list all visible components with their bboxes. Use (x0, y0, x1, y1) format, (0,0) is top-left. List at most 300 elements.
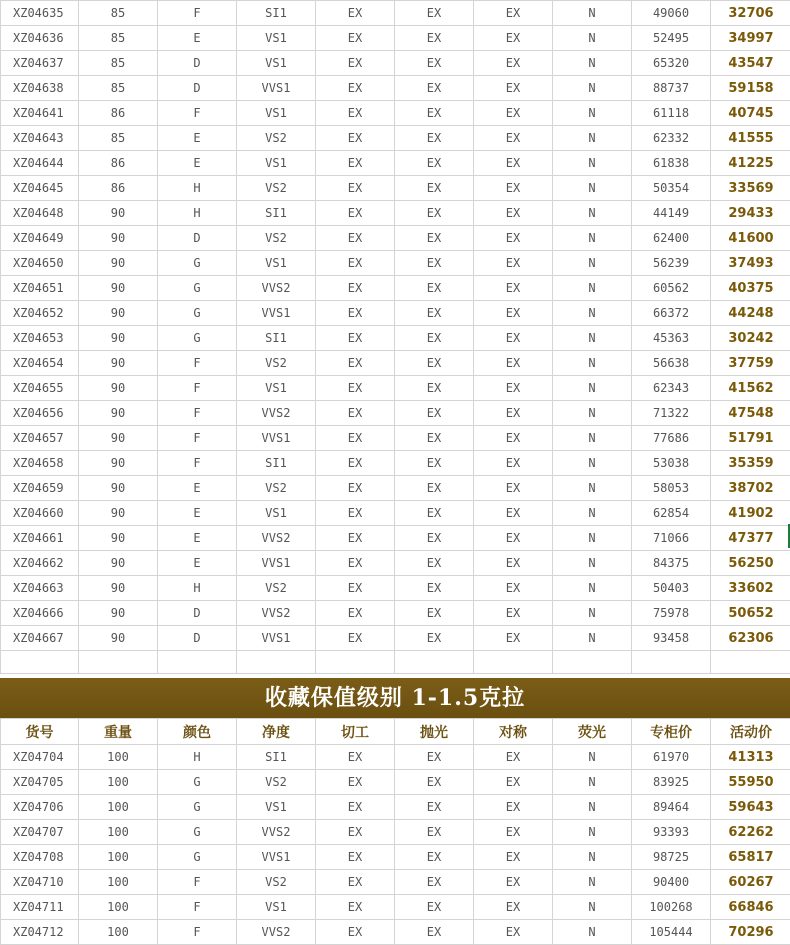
table-cell[interactable]: EX (474, 451, 553, 476)
sale-price-cell[interactable]: 29433 (711, 201, 790, 226)
table-cell[interactable]: 62332 (632, 126, 711, 151)
table-cell[interactable]: SI1 (237, 326, 316, 351)
table-cell[interactable]: 71322 (632, 401, 711, 426)
table-cell[interactable]: EX (395, 551, 474, 576)
table-cell[interactable]: EX (474, 176, 553, 201)
table-cell[interactable]: 61118 (632, 101, 711, 126)
table-cell[interactable]: 90 (79, 351, 158, 376)
item-id-cell[interactable]: XZ04638 (1, 76, 79, 101)
table-cell[interactable] (632, 651, 711, 674)
table-cell[interactable]: 62343 (632, 376, 711, 401)
item-id-cell[interactable]: XZ04667 (1, 626, 79, 651)
table-cell[interactable]: N (553, 1, 632, 26)
table-cell[interactable]: VS2 (237, 176, 316, 201)
table-cell[interactable]: 85 (79, 126, 158, 151)
item-id-cell[interactable]: XZ04707 (1, 820, 79, 845)
table-cell[interactable]: VVS2 (237, 401, 316, 426)
sale-price-cell[interactable]: 62306 (711, 626, 790, 651)
sale-price-cell[interactable]: 50652 (711, 601, 790, 626)
sale-price-cell[interactable]: 43547 (711, 51, 790, 76)
table-cell[interactable]: N (553, 326, 632, 351)
item-id-cell[interactable]: XZ04654 (1, 351, 79, 376)
table-cell[interactable]: EX (316, 101, 395, 126)
table-cell[interactable]: EX (395, 176, 474, 201)
item-id-cell[interactable]: XZ04661 (1, 526, 79, 551)
table-cell[interactable]: SI1 (237, 201, 316, 226)
table-cell[interactable]: 77686 (632, 426, 711, 451)
sale-price-cell[interactable]: 33569 (711, 176, 790, 201)
table-cell[interactable]: H (158, 576, 237, 601)
table-cell[interactable]: EX (316, 820, 395, 845)
table-cell[interactable]: EX (474, 476, 553, 501)
table-cell[interactable]: VVS2 (237, 276, 316, 301)
table-cell[interactable]: VS1 (237, 376, 316, 401)
table-cell[interactable]: EX (474, 576, 553, 601)
table-cell[interactable]: VS1 (237, 251, 316, 276)
sale-price-cell[interactable]: 40375 (711, 276, 790, 301)
table-cell[interactable]: 93393 (632, 820, 711, 845)
table-cell[interactable]: N (553, 426, 632, 451)
table-cell[interactable] (79, 651, 158, 674)
table-cell[interactable]: EX (316, 845, 395, 870)
table-cell[interactable]: EX (474, 26, 553, 51)
table-cell[interactable]: EX (316, 476, 395, 501)
table-cell[interactable]: 50403 (632, 576, 711, 601)
table-cell[interactable]: N (553, 451, 632, 476)
table-cell[interactable]: EX (474, 401, 553, 426)
table-cell[interactable]: VS2 (237, 576, 316, 601)
table-cell[interactable]: N (553, 526, 632, 551)
table-cell[interactable]: 45363 (632, 326, 711, 351)
table-cell[interactable]: EX (395, 351, 474, 376)
table-cell[interactable]: N (553, 745, 632, 770)
table-cell[interactable]: F (158, 920, 237, 945)
table-cell[interactable]: VVS1 (237, 76, 316, 101)
sale-price-cell[interactable]: 65817 (711, 845, 790, 870)
column-header[interactable]: 对称 (474, 719, 553, 745)
table-cell[interactable]: 85 (79, 76, 158, 101)
table-cell[interactable]: EX (474, 376, 553, 401)
table-cell[interactable]: EX (316, 426, 395, 451)
table-cell[interactable]: 100 (79, 870, 158, 895)
sale-price-cell[interactable]: 44248 (711, 301, 790, 326)
column-header[interactable]: 荧光 (553, 719, 632, 745)
table-cell[interactable]: N (553, 795, 632, 820)
table-cell[interactable]: EX (316, 745, 395, 770)
table-cell[interactable]: 90 (79, 251, 158, 276)
table-cell[interactable]: 93458 (632, 626, 711, 651)
sale-price-cell[interactable]: 47548 (711, 401, 790, 426)
table-cell[interactable]: 86 (79, 176, 158, 201)
table-cell[interactable]: EX (316, 576, 395, 601)
item-id-cell[interactable]: XZ04658 (1, 451, 79, 476)
table-cell[interactable]: EX (395, 76, 474, 101)
table-cell[interactable]: 100 (79, 795, 158, 820)
table-cell[interactable]: EX (395, 920, 474, 945)
table-cell[interactable]: G (158, 770, 237, 795)
table-cell[interactable]: EX (474, 601, 553, 626)
column-header[interactable]: 重量 (79, 719, 158, 745)
table-cell[interactable]: E (158, 476, 237, 501)
table-cell[interactable]: VS2 (237, 770, 316, 795)
table-cell[interactable]: N (553, 401, 632, 426)
table-cell[interactable]: H (158, 176, 237, 201)
table-cell[interactable]: EX (395, 845, 474, 870)
table-cell[interactable]: 90 (79, 601, 158, 626)
table-cell[interactable]: VS1 (237, 895, 316, 920)
column-header[interactable]: 切工 (316, 719, 395, 745)
sale-price-cell[interactable]: 32706 (711, 1, 790, 26)
table-cell[interactable]: VS1 (237, 795, 316, 820)
table-cell[interactable]: SI1 (237, 745, 316, 770)
table-cell[interactable]: G (158, 795, 237, 820)
item-id-cell[interactable]: XZ04710 (1, 870, 79, 895)
table-cell[interactable]: EX (395, 476, 474, 501)
table-cell[interactable]: EX (395, 526, 474, 551)
item-id-cell[interactable]: XZ04663 (1, 576, 79, 601)
table-cell[interactable]: EX (395, 426, 474, 451)
table-cell[interactable]: EX (474, 101, 553, 126)
table-cell[interactable]: EX (395, 795, 474, 820)
item-id-cell[interactable]: XZ04652 (1, 301, 79, 326)
table-cell[interactable]: VS1 (237, 101, 316, 126)
table-cell[interactable]: 50354 (632, 176, 711, 201)
item-id-cell[interactable]: XZ04643 (1, 126, 79, 151)
item-id-cell[interactable]: XZ04651 (1, 276, 79, 301)
table-cell[interactable]: N (553, 476, 632, 501)
table-cell[interactable]: E (158, 501, 237, 526)
table-cell[interactable]: EX (395, 201, 474, 226)
table-cell[interactable]: N (553, 126, 632, 151)
table-cell[interactable] (553, 651, 632, 674)
table-cell[interactable]: 44149 (632, 201, 711, 226)
table-cell[interactable]: N (553, 151, 632, 176)
sale-price-cell[interactable]: 59643 (711, 795, 790, 820)
table-cell[interactable]: N (553, 626, 632, 651)
table-cell[interactable]: F (158, 451, 237, 476)
table-cell[interactable]: D (158, 51, 237, 76)
table-cell[interactable]: EX (395, 576, 474, 601)
table-cell[interactable]: H (158, 745, 237, 770)
table-cell[interactable]: SI1 (237, 451, 316, 476)
table-cell[interactable]: EX (474, 151, 553, 176)
table-cell[interactable]: EX (474, 745, 553, 770)
table-cell[interactable]: 61838 (632, 151, 711, 176)
item-id-cell[interactable]: XZ04655 (1, 376, 79, 401)
column-header[interactable]: 抛光 (395, 719, 474, 745)
table-cell[interactable]: EX (316, 376, 395, 401)
table-cell[interactable]: N (553, 501, 632, 526)
table-cell[interactable]: N (553, 376, 632, 401)
sale-price-cell[interactable]: 41225 (711, 151, 790, 176)
table-cell[interactable]: N (553, 576, 632, 601)
table-cell[interactable]: 65320 (632, 51, 711, 76)
item-id-cell[interactable]: XZ04636 (1, 26, 79, 51)
table-cell[interactable]: EX (474, 770, 553, 795)
table-cell[interactable]: EX (316, 920, 395, 945)
column-header[interactable]: 净度 (237, 719, 316, 745)
item-id-cell[interactable]: XZ04641 (1, 101, 79, 126)
table-cell[interactable]: G (158, 845, 237, 870)
table-cell[interactable]: N (553, 226, 632, 251)
table-cell[interactable]: EX (316, 795, 395, 820)
table-cell[interactable]: 90 (79, 526, 158, 551)
table-cell[interactable]: VVS2 (237, 820, 316, 845)
table-cell[interactable]: EX (316, 1, 395, 26)
table-cell[interactable]: EX (316, 251, 395, 276)
table-cell[interactable]: EX (474, 76, 553, 101)
table-cell[interactable]: EX (316, 626, 395, 651)
table-cell[interactable]: EX (474, 895, 553, 920)
table-cell[interactable]: 83925 (632, 770, 711, 795)
table-cell[interactable]: 89464 (632, 795, 711, 820)
table-cell[interactable]: VVS1 (237, 426, 316, 451)
table-cell[interactable]: EX (395, 601, 474, 626)
table-cell[interactable]: EX (395, 251, 474, 276)
table-cell[interactable]: E (158, 126, 237, 151)
table-cell[interactable]: EX (395, 626, 474, 651)
table-cell[interactable]: 90 (79, 476, 158, 501)
table-cell[interactable]: EX (316, 76, 395, 101)
sale-price-cell[interactable]: 41313 (711, 745, 790, 770)
table-cell[interactable]: EX (395, 51, 474, 76)
table-cell[interactable]: EX (316, 326, 395, 351)
item-id-cell[interactable]: XZ04649 (1, 226, 79, 251)
table-cell[interactable]: VVS2 (237, 526, 316, 551)
table-cell[interactable]: EX (474, 126, 553, 151)
table-cell[interactable]: EX (395, 26, 474, 51)
table-cell[interactable]: 90 (79, 401, 158, 426)
table-cell[interactable]: EX (395, 895, 474, 920)
table-cell[interactable]: 90 (79, 451, 158, 476)
table-cell[interactable]: 90 (79, 201, 158, 226)
table-cell[interactable]: 90 (79, 501, 158, 526)
table-cell[interactable]: VS2 (237, 226, 316, 251)
table-cell[interactable]: EX (316, 26, 395, 51)
table-cell[interactable]: 58053 (632, 476, 711, 501)
sale-price-cell[interactable]: 37759 (711, 351, 790, 376)
table-cell[interactable]: E (158, 551, 237, 576)
table-cell[interactable]: N (553, 176, 632, 201)
table-cell[interactable]: EX (395, 401, 474, 426)
sale-price-cell[interactable]: 55950 (711, 770, 790, 795)
table-cell[interactable]: EX (395, 151, 474, 176)
table-cell[interactable]: EX (316, 401, 395, 426)
table-cell[interactable]: F (158, 870, 237, 895)
table-cell[interactable]: F (158, 426, 237, 451)
table-cell[interactable]: VS1 (237, 26, 316, 51)
table-cell[interactable]: EX (316, 451, 395, 476)
table-cell[interactable]: EX (474, 251, 553, 276)
sale-price-cell[interactable]: 41902 (711, 501, 790, 526)
table-cell[interactable]: VS2 (237, 870, 316, 895)
table-cell[interactable]: 100 (79, 845, 158, 870)
table-cell[interactable]: 100 (79, 895, 158, 920)
table-cell[interactable] (158, 651, 237, 674)
table-cell[interactable]: EX (474, 1, 553, 26)
table-cell[interactable]: 85 (79, 1, 158, 26)
table-cell[interactable]: H (158, 201, 237, 226)
table-cell[interactable]: 90 (79, 626, 158, 651)
table-cell[interactable]: 62400 (632, 226, 711, 251)
table-cell[interactable]: EX (474, 301, 553, 326)
table-cell[interactable]: F (158, 351, 237, 376)
table-cell[interactable]: EX (474, 920, 553, 945)
table-cell[interactable]: EX (395, 276, 474, 301)
table-cell[interactable]: 85 (79, 26, 158, 51)
table-cell[interactable]: D (158, 626, 237, 651)
table-cell[interactable]: 86 (79, 101, 158, 126)
table-cell[interactable]: EX (474, 526, 553, 551)
table-cell[interactable]: N (553, 76, 632, 101)
item-id-cell[interactable]: XZ04659 (1, 476, 79, 501)
sale-price-cell[interactable]: 38702 (711, 476, 790, 501)
table-cell[interactable]: 100 (79, 770, 158, 795)
table-cell[interactable]: EX (316, 151, 395, 176)
table-cell[interactable]: EX (474, 201, 553, 226)
table-cell[interactable]: EX (474, 226, 553, 251)
table-cell[interactable]: 90 (79, 326, 158, 351)
item-id-cell[interactable]: XZ04645 (1, 176, 79, 201)
table-cell[interactable]: G (158, 251, 237, 276)
sale-price-cell[interactable]: 35359 (711, 451, 790, 476)
table-cell[interactable]: VS2 (237, 476, 316, 501)
item-id-cell[interactable]: XZ04656 (1, 401, 79, 426)
table-cell[interactable]: N (553, 26, 632, 51)
table-cell[interactable]: EX (474, 326, 553, 351)
table-cell[interactable]: N (553, 601, 632, 626)
table-cell[interactable]: EX (395, 745, 474, 770)
table-cell[interactable]: 56638 (632, 351, 711, 376)
table-cell[interactable]: N (553, 101, 632, 126)
table-cell[interactable]: 71066 (632, 526, 711, 551)
item-id-cell[interactable]: XZ04705 (1, 770, 79, 795)
table-cell[interactable] (237, 651, 316, 674)
table-cell[interactable]: EX (474, 626, 553, 651)
table-cell[interactable]: EX (316, 226, 395, 251)
table-cell[interactable]: VS1 (237, 501, 316, 526)
table-cell[interactable]: D (158, 226, 237, 251)
table-cell[interactable]: VVS1 (237, 626, 316, 651)
table-cell[interactable]: E (158, 526, 237, 551)
column-header[interactable]: 颜色 (158, 719, 237, 745)
table-cell[interactable]: EX (395, 451, 474, 476)
table-cell[interactable]: G (158, 276, 237, 301)
table-cell[interactable]: 60562 (632, 276, 711, 301)
sale-price-cell[interactable]: 37493 (711, 251, 790, 276)
table-cell[interactable]: 75978 (632, 601, 711, 626)
table-cell[interactable]: D (158, 601, 237, 626)
table-cell[interactable]: EX (395, 301, 474, 326)
table-cell[interactable]: 100 (79, 745, 158, 770)
item-id-cell[interactable]: XZ04644 (1, 151, 79, 176)
sale-price-cell[interactable]: 41555 (711, 126, 790, 151)
table-cell[interactable]: SI1 (237, 1, 316, 26)
item-id-cell[interactable]: XZ04650 (1, 251, 79, 276)
table-cell[interactable]: 90 (79, 551, 158, 576)
sale-price-cell[interactable]: 47377 (711, 526, 790, 551)
table-cell[interactable]: EX (474, 820, 553, 845)
table-cell[interactable]: N (553, 51, 632, 76)
table-cell[interactable]: N (553, 845, 632, 870)
item-id-cell[interactable]: XZ04657 (1, 426, 79, 451)
item-id-cell[interactable]: XZ04706 (1, 795, 79, 820)
table-cell[interactable]: 52495 (632, 26, 711, 51)
item-id-cell[interactable]: XZ04637 (1, 51, 79, 76)
item-id-cell[interactable]: XZ04662 (1, 551, 79, 576)
table-cell[interactable]: EX (316, 526, 395, 551)
table-cell[interactable]: N (553, 920, 632, 945)
table-cell[interactable]: EX (395, 770, 474, 795)
table-cell[interactable]: VVS1 (237, 551, 316, 576)
table-cell[interactable]: EX (316, 301, 395, 326)
table-cell[interactable]: 53038 (632, 451, 711, 476)
table-cell[interactable] (474, 651, 553, 674)
table-cell[interactable]: 66372 (632, 301, 711, 326)
table-cell[interactable]: F (158, 401, 237, 426)
table-cell[interactable]: EX (474, 351, 553, 376)
table-cell[interactable]: 90 (79, 426, 158, 451)
table-cell[interactable]: EX (316, 276, 395, 301)
table-cell[interactable] (1, 651, 79, 674)
table-cell[interactable]: EX (474, 276, 553, 301)
table-cell[interactable]: VVS1 (237, 845, 316, 870)
table-cell[interactable]: EX (474, 51, 553, 76)
table-cell[interactable]: EX (395, 820, 474, 845)
sale-price-cell[interactable]: 51791 (711, 426, 790, 451)
table-cell[interactable]: EX (316, 770, 395, 795)
table-cell[interactable]: 105444 (632, 920, 711, 945)
table-cell[interactable]: 62854 (632, 501, 711, 526)
item-id-cell[interactable]: XZ04660 (1, 501, 79, 526)
table-cell[interactable]: 90 (79, 376, 158, 401)
item-id-cell[interactable]: XZ04648 (1, 201, 79, 226)
sale-price-cell[interactable]: 66846 (711, 895, 790, 920)
table-cell[interactable]: F (158, 1, 237, 26)
table-cell[interactable]: EX (316, 351, 395, 376)
sale-price-cell[interactable]: 59158 (711, 76, 790, 101)
table-cell[interactable]: 90 (79, 576, 158, 601)
table-cell[interactable]: EX (474, 870, 553, 895)
table-cell[interactable]: EX (395, 226, 474, 251)
table-cell[interactable]: VS2 (237, 126, 316, 151)
sale-price-cell[interactable]: 40745 (711, 101, 790, 126)
item-id-cell[interactable]: XZ04711 (1, 895, 79, 920)
table-cell[interactable]: G (158, 301, 237, 326)
sale-price-cell[interactable]: 41600 (711, 226, 790, 251)
table-cell[interactable]: EX (474, 845, 553, 870)
table-cell[interactable]: 88737 (632, 76, 711, 101)
table-cell[interactable]: EX (316, 895, 395, 920)
column-header[interactable]: 专柜价 (632, 719, 711, 745)
table-cell[interactable]: N (553, 201, 632, 226)
table-cell[interactable]: VVS1 (237, 301, 316, 326)
item-id-cell[interactable]: XZ04666 (1, 601, 79, 626)
table-cell[interactable]: N (553, 551, 632, 576)
table-cell[interactable]: EX (395, 126, 474, 151)
table-cell[interactable]: EX (316, 126, 395, 151)
table-cell[interactable]: EX (474, 795, 553, 820)
column-header[interactable]: 活动价 (711, 719, 790, 745)
table-cell[interactable]: N (553, 820, 632, 845)
table-cell[interactable]: F (158, 376, 237, 401)
table-cell[interactable]: 90 (79, 301, 158, 326)
table-cell[interactable]: N (553, 351, 632, 376)
table-cell[interactable]: F (158, 895, 237, 920)
table-cell[interactable]: EX (474, 426, 553, 451)
table-cell[interactable]: 85 (79, 51, 158, 76)
table-cell[interactable]: N (553, 276, 632, 301)
